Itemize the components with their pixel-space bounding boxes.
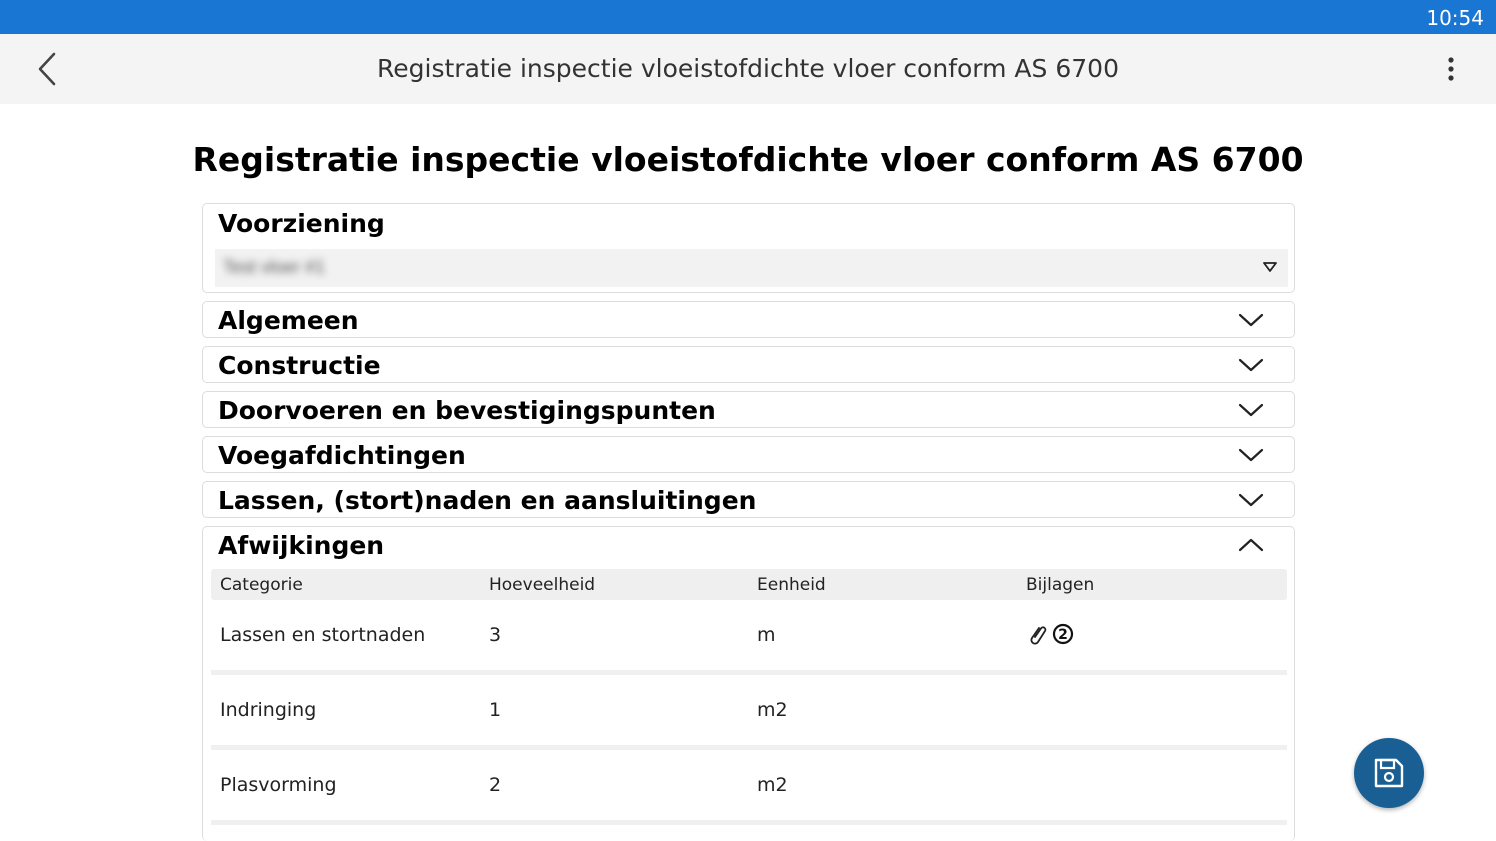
- section-label: Lassen, (stort)naden en aansluitingen: [218, 486, 757, 515]
- cell-hoeveelheid: 2: [489, 774, 502, 796]
- voorziening-value: Test vloer #1: [223, 257, 326, 277]
- chevron-down-icon[interactable]: [1238, 402, 1264, 418]
- chevron-down-icon[interactable]: [1238, 492, 1264, 508]
- cell-categorie: Indringing: [220, 699, 317, 721]
- status-bar: [0, 0, 1496, 34]
- column-header: Categorie: [220, 575, 303, 595]
- section-doorvoeren[interactable]: [202, 391, 1295, 428]
- section-label: Constructie: [218, 351, 381, 380]
- cell-eenheid: m2: [757, 699, 788, 721]
- dropdown-triangle-icon: [1262, 261, 1278, 273]
- attachment-icon[interactable]: [1025, 622, 1077, 648]
- section-lassen[interactable]: [202, 481, 1295, 518]
- section-label: Algemeen: [218, 306, 359, 335]
- app-bar-title: Registratie inspectie vloeistofdichte vloer conform AS 6700: [377, 54, 1119, 83]
- column-header: Bijlagen: [1026, 575, 1095, 595]
- table-row[interactable]: [211, 675, 1287, 750]
- save-button[interactable]: [1354, 738, 1424, 808]
- cell-categorie: Lassen en stortnaden: [220, 624, 426, 646]
- cell-eenheid: m2: [757, 774, 788, 796]
- table-header: [211, 569, 1287, 600]
- voorziening-select[interactable]: [215, 249, 1288, 287]
- voorziening-label: Voorziening: [218, 209, 385, 238]
- cell-hoeveelheid: 1: [489, 699, 502, 721]
- cell-categorie: Plasvorming: [220, 774, 337, 796]
- more-vert-icon[interactable]: [1442, 56, 1460, 84]
- section-algemeen[interactable]: [202, 301, 1295, 338]
- voorziening-panel: [202, 203, 1295, 293]
- section-voegafdichtingen[interactable]: [202, 436, 1295, 473]
- status-time: 10:54: [1426, 6, 1484, 30]
- chevron-down-icon[interactable]: [1238, 357, 1264, 373]
- section-label: Afwijkingen: [218, 531, 385, 560]
- attachment-count: 2: [1058, 627, 1068, 643]
- page-title: Registratie inspectie vloeistofdichte vloer conform AS 6700: [192, 140, 1304, 179]
- cell-hoeveelheid: 3: [489, 624, 502, 646]
- app-bar: [0, 34, 1496, 104]
- column-header: Eenheid: [757, 575, 826, 595]
- chevron-up-icon[interactable]: [1238, 537, 1264, 553]
- section-label: Voegafdichtingen: [218, 441, 466, 470]
- cell-eenheid: m: [757, 624, 776, 646]
- table-row[interactable]: [211, 750, 1287, 825]
- section-constructie[interactable]: [202, 346, 1295, 383]
- afwijkingen-table: [211, 569, 1287, 825]
- column-header: Hoeveelheid: [489, 575, 596, 595]
- section-afwijkingen: [202, 526, 1295, 841]
- chevron-down-icon[interactable]: [1238, 312, 1264, 328]
- save-icon: [1372, 756, 1406, 790]
- table-row[interactable]: [211, 600, 1287, 675]
- chevron-down-icon[interactable]: [1238, 447, 1264, 463]
- section-label: Doorvoeren en bevestigingspunten: [218, 396, 716, 425]
